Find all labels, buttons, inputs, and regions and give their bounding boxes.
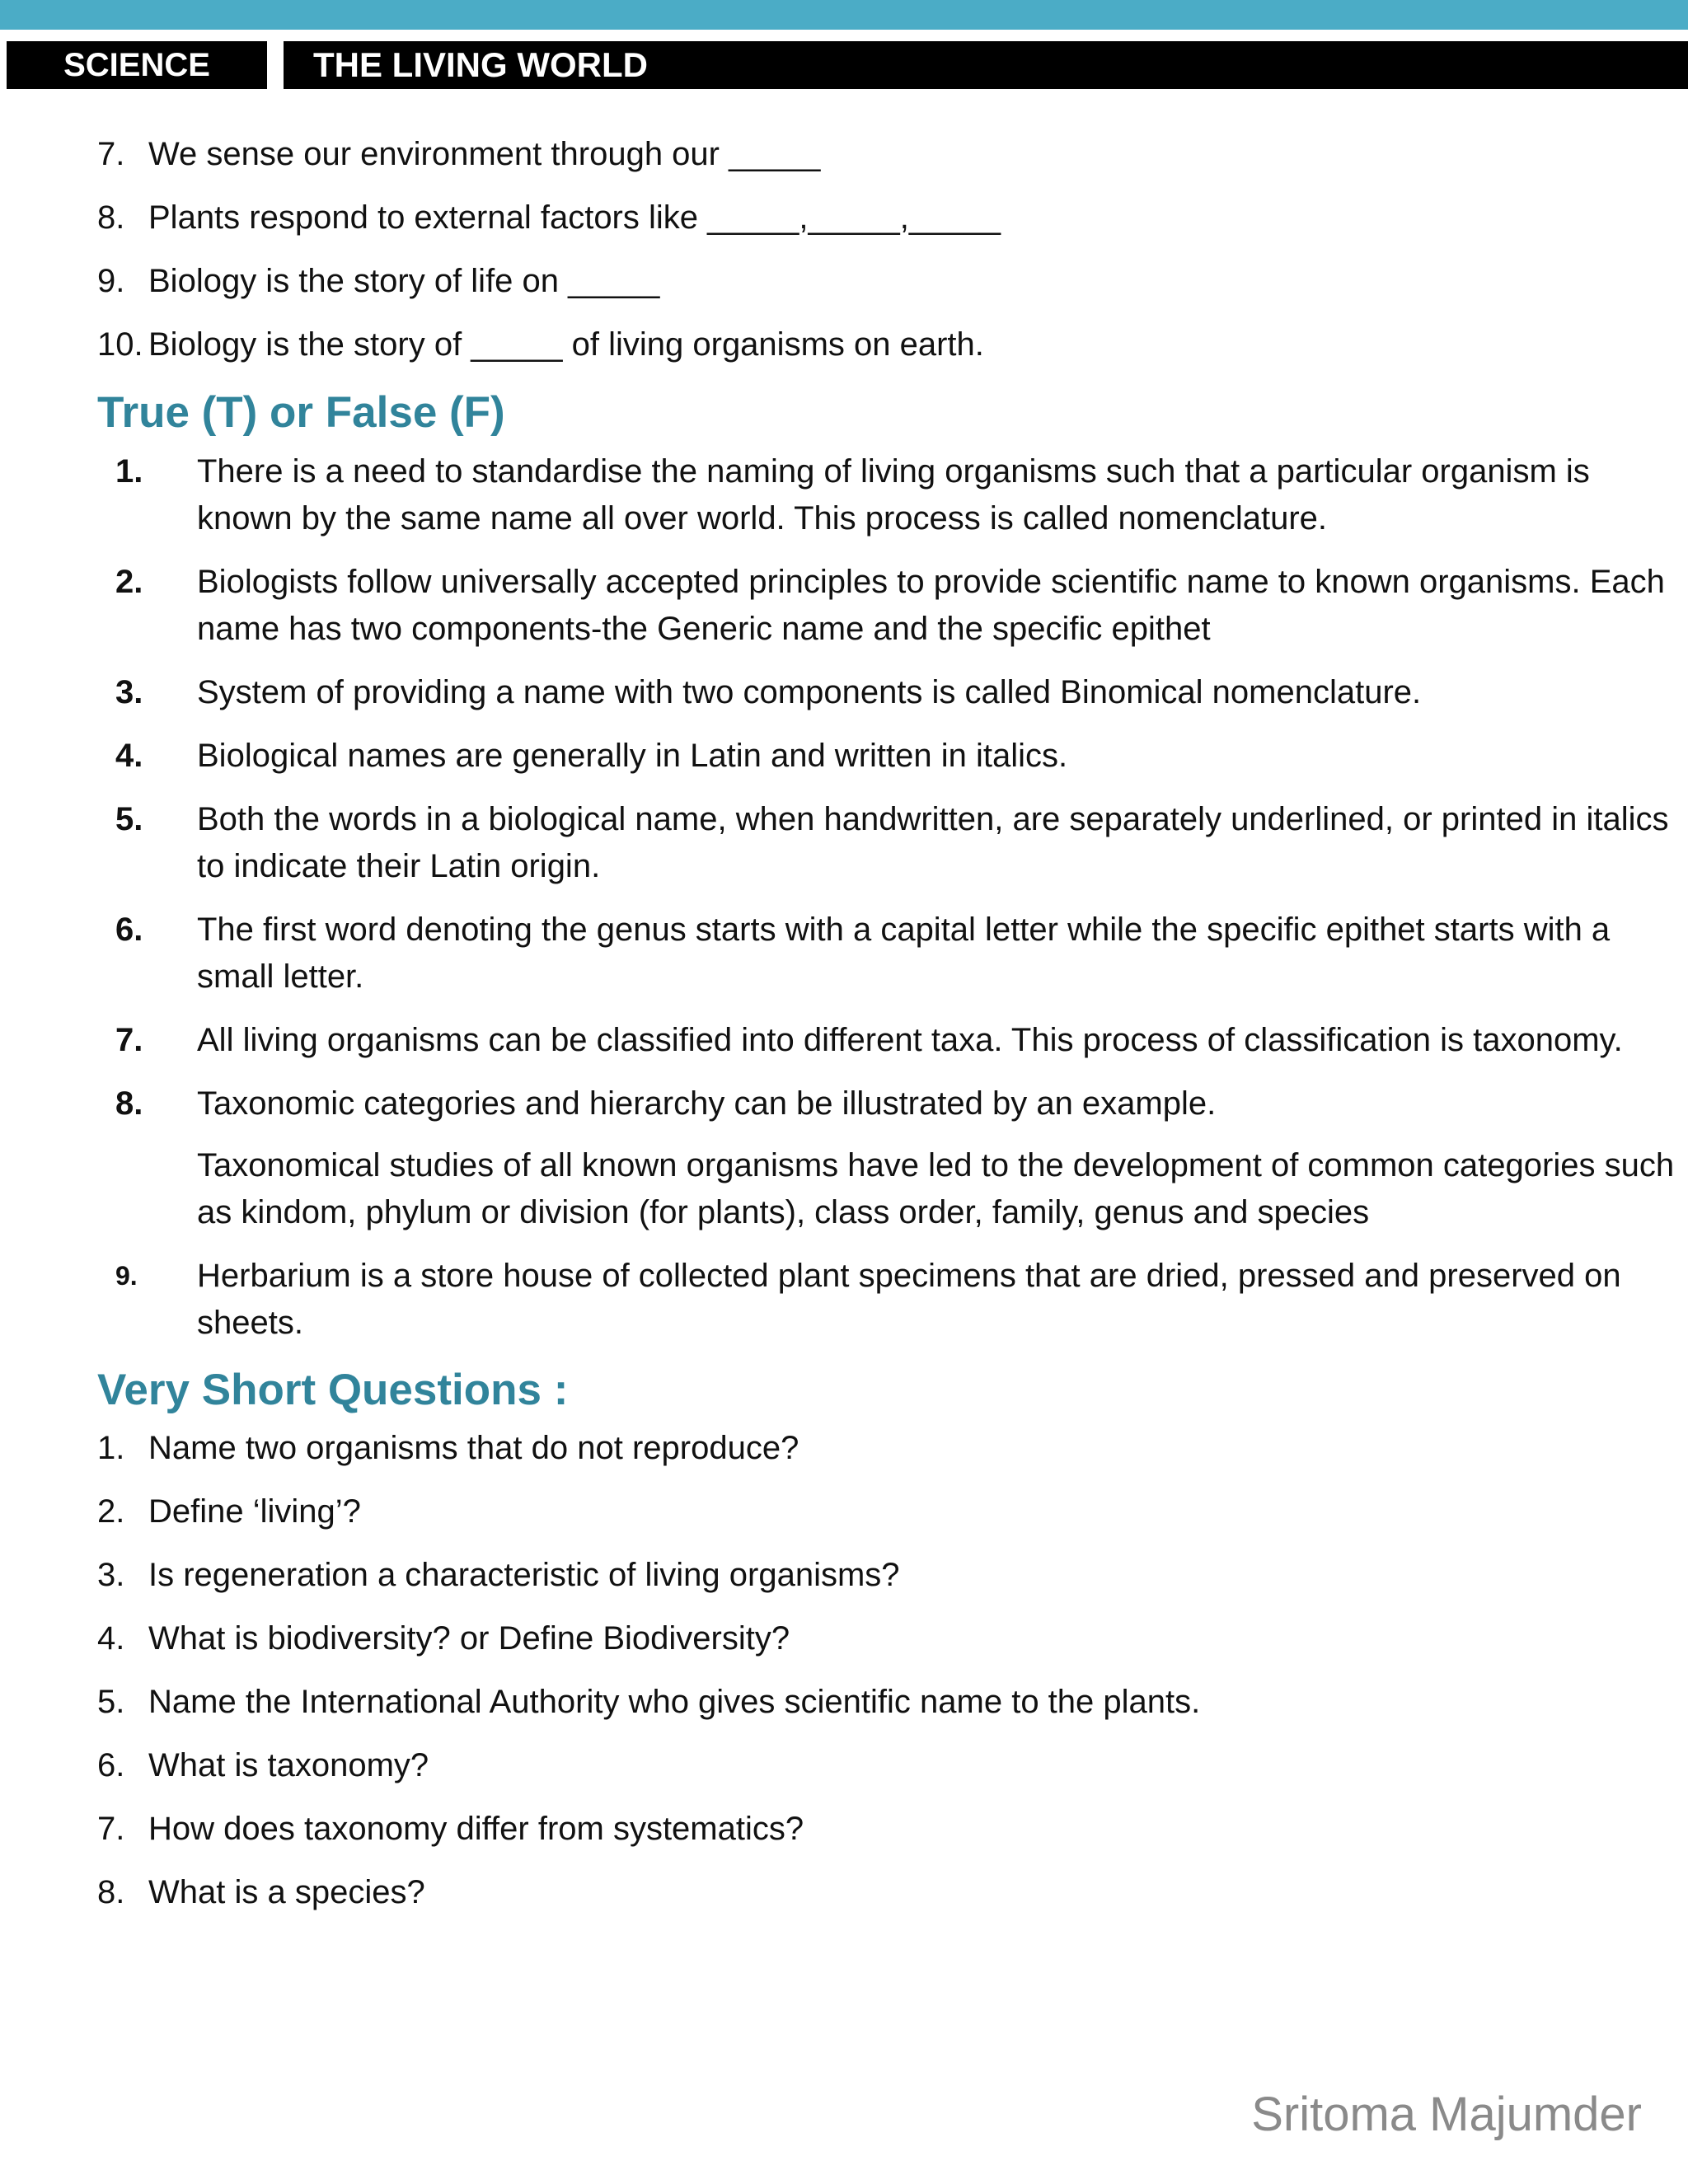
item-text: What is biodiversity? or Define Biodiversity? <box>148 1620 790 1657</box>
item-number: 4. <box>97 1620 125 1657</box>
list-item <box>97 1553 1688 1597</box>
item-text: Biology is the story of life on _____ <box>148 263 660 299</box>
item-text: Taxonomic categories and hierarchy can be illustrated by an example. <box>197 1085 1217 1122</box>
list-item <box>97 1616 1688 1661</box>
item-number: 5. <box>97 1684 125 1720</box>
list-item <box>97 195 1688 240</box>
true-false-list <box>97 448 1688 1347</box>
item-number: 6. <box>97 1747 125 1783</box>
true-false-heading: True (T) or False (F) <box>97 388 505 437</box>
list-item <box>97 1743 1688 1788</box>
item-text: Name the International Authority who gives scientific name to the plants. <box>148 1684 1201 1720</box>
item-number: 10. <box>97 326 143 363</box>
item-number: 9. <box>97 263 125 299</box>
item-number: 5. <box>115 801 143 837</box>
item-number <box>97 1142 197 1236</box>
item-number: 3. <box>115 674 143 710</box>
chapter-title: THE LIVING WORLD <box>284 41 1688 89</box>
item-text: Both the words in a biological name, when handwritten, are separately underlined, or printed in italics to indicate their Latin origin. <box>197 801 1669 884</box>
very-short-questions-heading: Very Short Questions : <box>97 1366 569 1414</box>
item-text: We sense our environment through our _____ <box>148 136 821 172</box>
top-stripe <box>0 0 1688 30</box>
item-text: Plants respond to external factors like _____,_____,_____ <box>148 199 1001 236</box>
list-item <box>97 559 1688 653</box>
page-header <box>7 41 1688 89</box>
list-item <box>97 1680 1688 1724</box>
item-text: Name two organisms that do not reproduce? <box>148 1430 799 1466</box>
item-number: 1. <box>97 1430 125 1466</box>
list-item-continuation <box>97 1142 1688 1236</box>
item-text: Taxonomical studies of all known organisms have led to the development of common categories such as kindom, phylum or division (for plants), class order, family, genus and species <box>197 1147 1675 1230</box>
page-content <box>97 132 1688 1933</box>
item-text: All living organisms can be classified into different taxa. This process of classification is taxonomy. <box>197 1022 1623 1058</box>
list-item <box>97 669 1688 716</box>
item-number: 7. <box>115 1022 143 1058</box>
fill-blanks-list <box>97 132 1688 367</box>
list-item <box>97 1080 1688 1127</box>
list-item <box>97 1253 1688 1347</box>
item-text: Herbarium is a store house of collected plant specimens that are dried, pressed and preserved on sheets. <box>197 1258 1621 1341</box>
item-number: 1. <box>115 453 143 490</box>
item-text: What is a species? <box>148 1874 425 1910</box>
item-text: Is regeneration a characteristic of living organisms? <box>148 1557 900 1593</box>
list-item <box>97 1870 1688 1915</box>
item-number: 6. <box>115 912 143 948</box>
item-number: 2. <box>115 564 143 600</box>
list-item <box>97 259 1688 303</box>
list-item <box>97 1017 1688 1064</box>
item-text: How does taxonomy differ from systematics? <box>148 1811 804 1847</box>
item-text: The first word denoting the genus starts with a capital letter while the specific epithet starts with a small letter. <box>197 912 1611 995</box>
item-number: 4. <box>115 738 143 774</box>
item-text: Define ‘living’? <box>148 1493 361 1530</box>
list-item <box>97 1426 1688 1470</box>
very-short-questions-list <box>97 1426 1688 1915</box>
item-number: 3. <box>97 1557 125 1593</box>
item-text: System of providing a name with two components is called Binomical nomenclature. <box>197 674 1422 710</box>
author-signature: Sritoma Majumder <box>1251 2088 1642 2141</box>
item-text: Biology is the story of _____ of living organisms on earth. <box>148 326 984 363</box>
item-number: 8. <box>97 1874 125 1910</box>
list-item <box>97 1807 1688 1851</box>
item-text: There is a need to standardise the naming of living organisms such that a particular organism is known by the same name all over world. This process is called nomenclature. <box>197 453 1590 537</box>
item-number: 2. <box>97 1493 125 1530</box>
item-text: Biological names are generally in Latin and written in italics. <box>197 738 1068 774</box>
list-item <box>97 733 1688 780</box>
list-item <box>97 796 1688 890</box>
list-item <box>97 907 1688 1001</box>
item-number: 8. <box>97 199 125 236</box>
item-number: 7. <box>97 1811 125 1847</box>
item-number: 8. <box>115 1085 143 1122</box>
list-item <box>97 1489 1688 1534</box>
list-item <box>97 448 1688 542</box>
item-text: Biologists follow universally accepted principles to provide scientific name to known organisms. Each name has two components-the Generic name and the specific epithet <box>197 564 1665 647</box>
list-item <box>97 132 1688 176</box>
subject-label: SCIENCE <box>7 41 267 89</box>
item-text: What is taxonomy? <box>148 1747 429 1783</box>
item-number: 7. <box>97 136 125 172</box>
item-number: 9. <box>115 1261 138 1291</box>
list-item <box>97 322 1688 367</box>
